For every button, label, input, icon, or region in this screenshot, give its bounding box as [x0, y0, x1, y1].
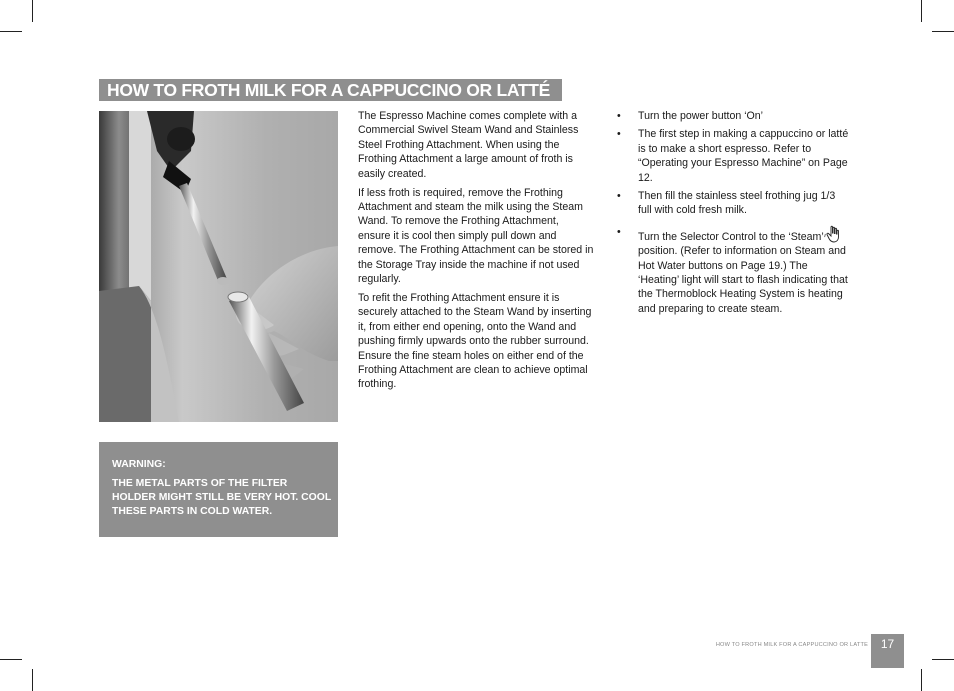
crop-mark — [0, 659, 22, 660]
step-text: Turn the power button ‘On’ — [638, 110, 764, 122]
step-item — [613, 225, 849, 316]
step-text-after-icon: position. (Refer to information on Steam and Hot Water buttons on Page 19.) The ‘Heating’ light will start to flash indicating that the Thermoblock Heating System is heating and preparing to create steam. — [638, 245, 848, 315]
crop-mark — [921, 0, 922, 22]
bullet-symbol: • — [617, 190, 621, 203]
step-text-before-icon: Turn the Selector Control to the ‘Steam’ — [638, 230, 824, 243]
step-item — [613, 127, 849, 185]
step-text: The first step in making a cappuccino or latté is to make a short espresso. Refer to “Operating your Espresso Machine” on Page 12. — [638, 128, 849, 184]
step-text: Then fill the stainless steel frothing jug 1/3 full with cold fresh milk. — [638, 190, 836, 217]
step-item — [613, 189, 849, 218]
warning-box — [99, 442, 338, 537]
page-number-box — [871, 634, 904, 668]
section-title-bar — [99, 79, 562, 101]
bullet-symbol: • — [617, 225, 621, 238]
steam-hand-icon — [824, 225, 842, 243]
warning-title: WARNING: — [112, 459, 166, 470]
intro-text-column — [358, 109, 594, 396]
crop-mark — [921, 669, 922, 691]
warning-body: THE METAL PARTS OF THE FILTER HOLDER MIGHT STILL BE VERY HOT. COOL THESE PARTS IN COLD WATER. — [112, 478, 331, 517]
step-item — [613, 109, 849, 123]
steps-column — [613, 109, 849, 320]
bullet-symbol: • — [617, 110, 621, 122]
photo-illustration — [99, 111, 338, 422]
intro-paragraph: The Espresso Machine comes complete with a Commercial Swivel Steam Wand and Stainless Steel Frothing Attachment. When using the Frothing Attachment a large amount of froth is easily created. — [358, 110, 579, 180]
frothing-attachment-photo — [99, 111, 338, 422]
crop-mark — [932, 31, 954, 32]
intro-paragraph: If less froth is required, remove the Frothing Attachment and steam the milk using the Steam Wand. To remove the Frothing Attachment, ensure it is cool then simply pull down and remove. The Frothing Attachment can be stored in the Storage Tray inside the machine if not used regularly. — [358, 186, 594, 285]
crop-mark — [32, 0, 33, 22]
crop-mark — [932, 659, 954, 660]
running-footer-title: HOW TO FROTH MILK FOR A CAPPUCCINO OR LATTE — [715, 642, 868, 648]
crop-mark — [32, 669, 33, 691]
section-title: HOW TO FROTH MILK FOR A CAPPUCCINO OR LATTÉ — [107, 80, 551, 100]
bullet-symbol: • — [617, 128, 621, 141]
crop-mark — [0, 31, 22, 32]
intro-paragraph: To refit the Frothing Attachment ensure it is securely attached to the Steam Wand by inserting it, from either end opening, onto the Wand and pushing firmly upwards onto the rubber surround. Ensure the fine steam holes on either end of the Frothing Attachment are clean to achieve optimal frothing. — [358, 291, 592, 391]
page-number: 17 — [880, 637, 895, 651]
